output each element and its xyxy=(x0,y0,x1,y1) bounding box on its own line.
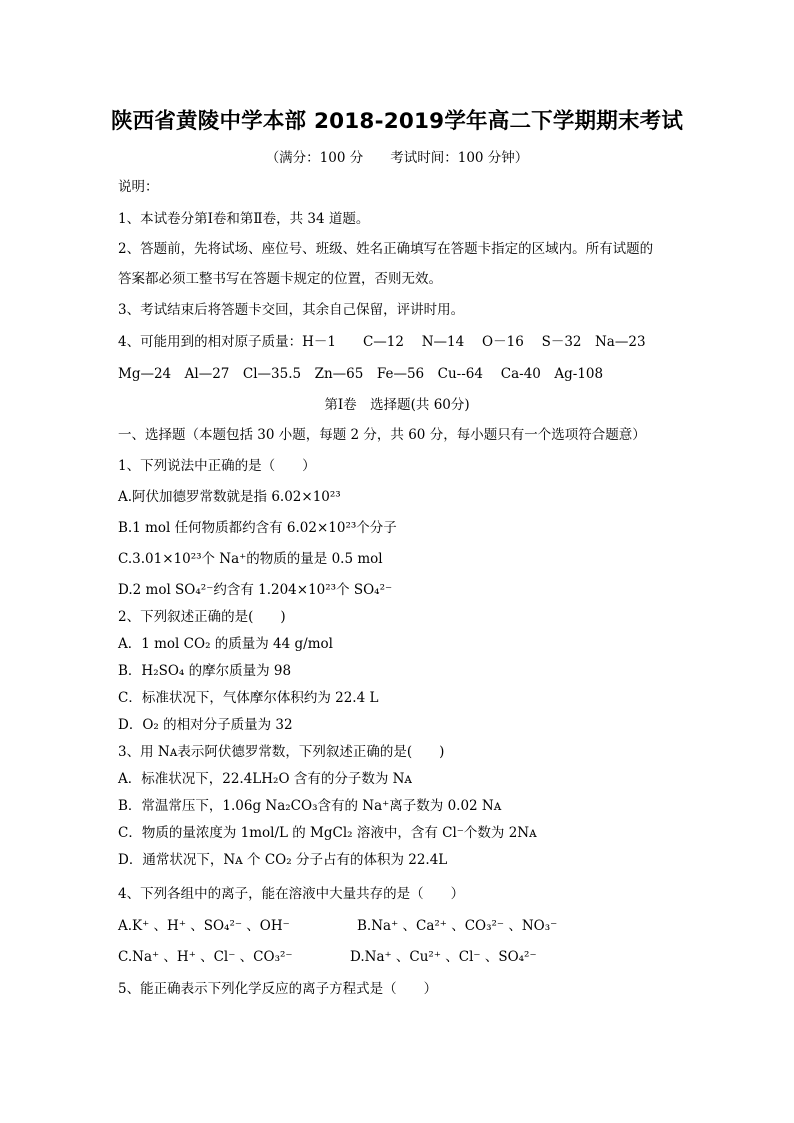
question-1-option-c: C.3.01×10²³个 Na⁺的物质的量是 0.5 mol xyxy=(118,551,383,567)
instruction-item-2-line-1: 2、答题前，先将试场、座位号、班级、姓名正确填写在答题卡指定的区域内。所有试题的 xyxy=(118,241,654,257)
instruction-item-3: 3、考试结束后将答题卡交回，其余自己保留，评讲时用。 xyxy=(118,302,465,318)
instructions-heading: 说明： xyxy=(118,179,159,195)
question-4-option-d: D.Na⁺ 、Cu²⁺ 、Cl⁻ 、SO₄²⁻ xyxy=(350,949,537,965)
question-3-stem: 3、用 Nᴀ表示阿伏德罗常数，下列叙述正确的是( ) xyxy=(118,744,445,760)
question-1-option-d: D.2 mol SO₄²⁻约含有 1.204×10²³个 SO₄²⁻ xyxy=(118,582,393,598)
question-4-stem: 4、下列各组中的离子，能在溶液中大量共存的是（ ） xyxy=(118,886,465,902)
question-2-option-a: A．1 mol CO₂ 的质量为 44 g/mol xyxy=(118,636,333,652)
instruction-item-1: 1、本试卷分第Ⅰ卷和第Ⅱ卷，共 34 道题。 xyxy=(118,211,370,227)
question-3-option-c: C．物质的量浓度为 1mol/L 的 MgCl₂ 溶液中，含有 Cl⁻个数为 2Nᴀ xyxy=(118,825,537,841)
question-1-option-a: A.阿伏加德罗常数就是指 6.02×10²³ xyxy=(118,489,341,505)
question-2-stem: 2、下列叙述正确的是( ) xyxy=(118,609,286,625)
question-4-option-c: C.Na⁺ 、H⁺ 、Cl⁻ 、CO₃²⁻ xyxy=(118,949,293,965)
question-3-option-a: A．标准状况下，22.4LH₂O 含有的分子数为 Nᴀ xyxy=(118,771,413,787)
question-2-option-b: B．H₂SO₄ 的摩尔质量为 98 xyxy=(118,663,292,679)
question-4-option-a: A.K⁺ 、H⁺ 、SO₄²⁻ 、OH⁻ xyxy=(118,918,290,934)
question-1-stem: 1、下列说法中正确的是（ ） xyxy=(118,458,316,474)
question-3-option-b: B．常温常压下，1.06g Na₂CO₃含有的 Na⁺离子数为 0.02 Nᴀ xyxy=(118,798,502,814)
question-1-option-b: B.1 mol 任何物质都约含有 6.02×10²³个分子 xyxy=(118,520,397,536)
question-3-option-d: D．通常状况下，Nᴀ 个 CO₂ 分子占有的体积为 22.4L xyxy=(118,852,448,868)
question-4-option-b: B.Na⁺ 、Ca²⁺ 、CO₃²⁻ 、NO₃⁻ xyxy=(357,918,558,934)
section-description: 一、选择题（本题包括 30 小题，每题 2 分，共 60 分，每小题只有一个选项符合题意） xyxy=(118,427,646,443)
instruction-item-4-line-2: Mg—24 Al—27 Cl—35.5 Zn—65 Fe—56 Cu--64 Ca-40 Ag-108 xyxy=(118,366,604,382)
instruction-item-4-line-1: 4、可能用到的相对原子质量：H－1 C—12 N—14 O－16 S－32 Na—23 xyxy=(118,334,646,350)
exam-info: （满分：100 分 考试时间：100 分钟） xyxy=(265,150,529,166)
page-title: 陕西省黄陵中学本部 2018-2019学年高二下学期期末考试 xyxy=(110,109,684,134)
question-2-option-d: D．O₂ 的相对分子质量为 32 xyxy=(118,717,293,733)
question-2-option-c: C．标准状况下，气体摩尔体积约为 22.4 L xyxy=(118,690,379,706)
question-5-stem: 5、能正确表示下列化学反应的离子方程式是（ ） xyxy=(118,981,438,997)
instruction-item-2-line-2: 答案都必须工整书写在答题卡规定的位置，否则无效。 xyxy=(118,271,442,287)
section-title: 第Ⅰ卷 选择题(共 60分) xyxy=(324,397,470,413)
